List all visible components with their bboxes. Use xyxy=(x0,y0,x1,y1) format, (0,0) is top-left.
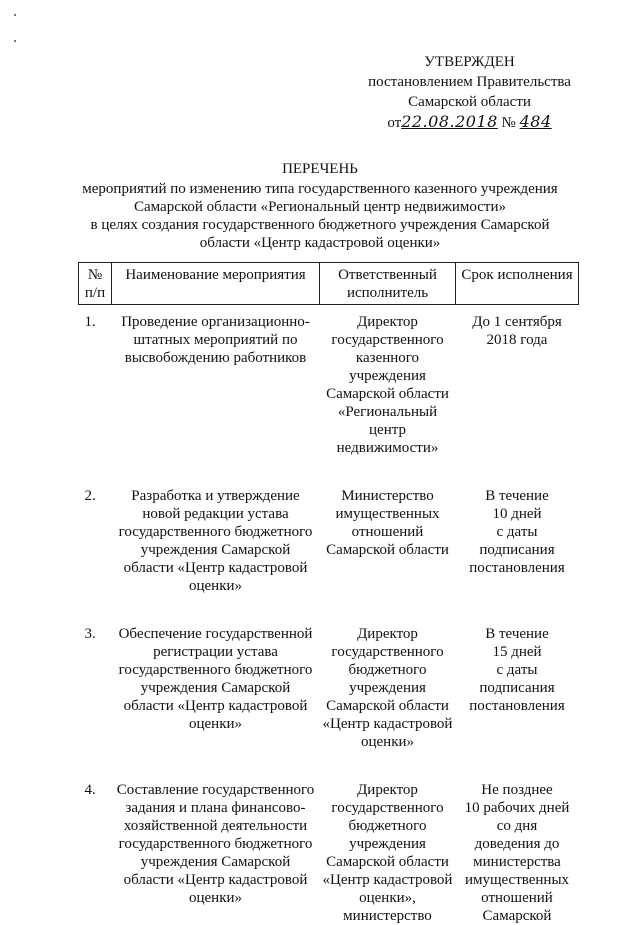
cell-name-line: регистрации устава xyxy=(115,643,317,661)
cell-responsible-line: бюджетного xyxy=(323,817,453,835)
cell-responsible-line: учреждения xyxy=(323,679,453,697)
cell-responsible-line: Самарской области xyxy=(323,385,453,403)
heading-line-3: в целях создания государственного бюджетного учреждения Самарской xyxy=(56,216,584,234)
cell-name-line: учреждения Самарской xyxy=(115,853,317,871)
cell-responsible xyxy=(320,623,456,779)
cell-name-line: оценки» xyxy=(115,577,317,595)
cell-responsible-line: Директор xyxy=(323,781,453,799)
cell-deadline-line: отношений xyxy=(459,889,576,907)
heading-line-1: мероприятий по изменению типа государственного казенного учреждения xyxy=(56,180,584,198)
cell-name-line: государственного бюджетного xyxy=(115,835,317,853)
header-responsible-line-1: Ответственный xyxy=(323,266,452,284)
header-responsible xyxy=(320,263,456,305)
cell-name xyxy=(112,305,320,486)
cell-responsible-line: «Центр кадастровой xyxy=(323,871,453,889)
cell-responsible xyxy=(320,305,456,486)
cell-deadline-line: 10 дней xyxy=(459,505,576,523)
cell-deadline-line: постановления xyxy=(459,697,576,715)
cell-name xyxy=(112,779,320,925)
cell-name-line: высвобождению работников xyxy=(115,349,317,367)
cell-deadline xyxy=(456,779,579,925)
cell-num xyxy=(79,623,112,779)
cell-deadline-line: В течение xyxy=(459,625,576,643)
header-num-line-2: п/п xyxy=(82,284,108,302)
cell-num xyxy=(79,779,112,925)
approval-line-1: постановлением Правительства xyxy=(352,72,587,92)
heading-line-2: Самарской области «Региональный центр недвижимости» xyxy=(56,198,584,216)
cell-deadline-line: с даты xyxy=(459,523,576,541)
cell-name-line: штатных мероприятий по xyxy=(115,331,317,349)
cell-name-line: области «Центр кадастровой xyxy=(115,871,317,889)
header-name: Наименование мероприятия xyxy=(112,263,320,305)
cell-responsible-line: оценки», xyxy=(323,889,453,907)
approval-line-2: Самарской области xyxy=(352,92,587,112)
table-row xyxy=(79,485,579,623)
cell-responsible-line: центр xyxy=(323,421,453,439)
cell-name-line: задания и плана финансово- xyxy=(115,799,317,817)
cell-responsible-line: Директор xyxy=(323,313,453,331)
cell-num xyxy=(79,305,112,486)
cell-deadline xyxy=(456,623,579,779)
table-row xyxy=(79,623,579,779)
cell-name-line: государственного бюджетного xyxy=(115,661,317,679)
cell-responsible-line: казенного xyxy=(323,349,453,367)
cell-name-line: области «Центр кадастровой xyxy=(115,559,317,577)
cell-name-line: хозяйственной деятельности xyxy=(115,817,317,835)
cell-responsible-line: Самарской области xyxy=(323,541,453,559)
cell-deadline-line: доведения до xyxy=(459,835,576,853)
cell-responsible-line: государственного xyxy=(323,643,453,661)
cell-responsible-line: имущественных xyxy=(323,505,453,523)
cell-responsible-line: оценки» xyxy=(323,733,453,751)
cell-name-line: учреждения Самарской xyxy=(115,679,317,697)
cell-name-line: Обеспечение государственной xyxy=(115,625,317,643)
cell-responsible-line: «Центр кадастровой xyxy=(323,715,453,733)
measures-table xyxy=(78,262,579,925)
cell-name xyxy=(112,485,320,623)
cell-responsible-line: Самарской области xyxy=(323,853,453,871)
cell-deadline-line: постановления xyxy=(459,559,576,577)
approval-stamp: УТВЕРЖДЕН xyxy=(352,52,587,72)
cell-deadline-line: подписания xyxy=(459,541,576,559)
cell-responsible-line: министерство xyxy=(323,907,453,925)
cell-name-line: учреждения Самарской xyxy=(115,541,317,559)
cell-responsible-line: бюджетного xyxy=(323,661,453,679)
table-row xyxy=(79,305,579,486)
cell-num xyxy=(79,485,112,623)
cell-num-line: 3. xyxy=(85,625,109,643)
cell-deadline xyxy=(456,305,579,486)
cell-name-line: оценки» xyxy=(115,889,317,907)
cell-name-line: государственного бюджетного xyxy=(115,523,317,541)
cell-deadline-line: со дня xyxy=(459,817,576,835)
cell-deadline-line: с даты xyxy=(459,661,576,679)
cell-deadline-line: подписания xyxy=(459,679,576,697)
cell-deadline-line: министерства xyxy=(459,853,576,871)
cell-responsible-line: Самарской области xyxy=(323,697,453,715)
table-header-row xyxy=(79,263,579,305)
header-deadline: Срок исполнения xyxy=(456,263,579,305)
cell-responsible-line: недвижимости» xyxy=(323,439,453,457)
cell-name-line: области «Центр кадастровой xyxy=(115,697,317,715)
table-row xyxy=(79,779,579,925)
cell-num-line: 2. xyxy=(85,487,109,505)
approval-block xyxy=(352,52,587,133)
cell-num-line: 1. xyxy=(85,313,109,331)
cell-num-line: 4. xyxy=(85,781,109,799)
cell-deadline-line: До 1 сентября xyxy=(459,313,576,331)
handwritten-number: 484 xyxy=(520,112,552,131)
cell-name-line: Проведение организационно- xyxy=(115,313,317,331)
cell-deadline-line: 10 рабочих дней xyxy=(459,799,576,817)
cell-responsible-line: государственного xyxy=(323,799,453,817)
cell-deadline-line: Самарской xyxy=(459,907,576,925)
cell-responsible-line: Министерство xyxy=(323,487,453,505)
cell-name-line: Разработка и утверждение xyxy=(115,487,317,505)
approval-date-line xyxy=(352,112,587,133)
cell-deadline-line: 2018 года xyxy=(459,331,576,349)
cell-responsible xyxy=(320,485,456,623)
date-prefix: от xyxy=(387,115,401,131)
cell-responsible-line: Директор xyxy=(323,625,453,643)
cell-deadline xyxy=(456,485,579,623)
cell-responsible-line: «Региональный xyxy=(323,403,453,421)
cell-responsible-line: государственного xyxy=(323,331,453,349)
cell-deadline-line: 15 дней xyxy=(459,643,576,661)
cell-responsible-line: учреждения xyxy=(323,367,453,385)
heading-line-4: области «Центр кадастровой оценки» xyxy=(56,234,584,252)
cell-responsible-line: отношений xyxy=(323,523,453,541)
scan-speck xyxy=(14,14,16,16)
handwritten-date: 22.08.2018 xyxy=(401,112,498,131)
header-num-line-1: № xyxy=(82,266,108,284)
cell-name-line: оценки» xyxy=(115,715,317,733)
cell-responsible xyxy=(320,779,456,925)
header-num xyxy=(79,263,112,305)
cell-deadline-line: Не позднее xyxy=(459,781,576,799)
cell-deadline-line: В течение xyxy=(459,487,576,505)
table-body xyxy=(79,305,579,925)
header-responsible-line-2: исполнитель xyxy=(323,284,452,302)
cell-name-line: Составление государственного xyxy=(115,781,317,799)
number-label: № xyxy=(502,115,516,131)
document-heading xyxy=(56,160,584,252)
cell-deadline-line: имущественных xyxy=(459,871,576,889)
cell-name xyxy=(112,623,320,779)
scan-speck xyxy=(14,40,16,42)
document-title: ПЕРЕЧЕНЬ xyxy=(56,160,584,178)
cell-name-line: новой редакции устава xyxy=(115,505,317,523)
cell-responsible-line: учреждения xyxy=(323,835,453,853)
